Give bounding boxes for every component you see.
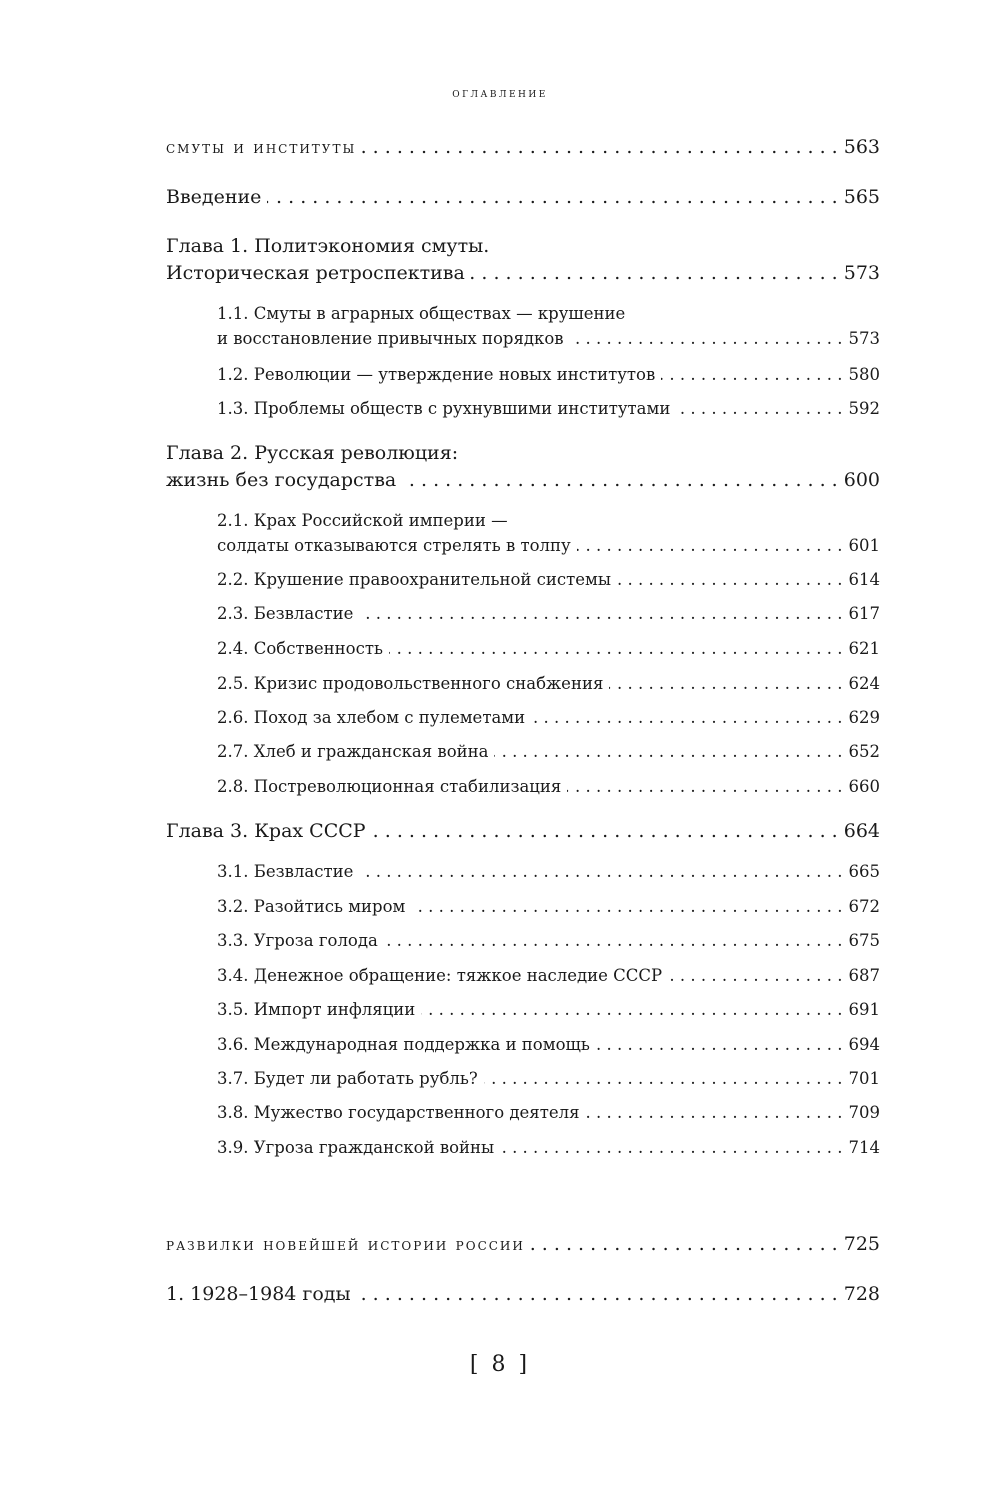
dot-leader [586, 1100, 843, 1125]
toc-section-entry[interactable] [217, 508, 880, 558]
dot-leader [531, 705, 842, 730]
toc-section-entry[interactable] [217, 963, 880, 988]
toc-entry-title: 2.7. Хлеб и гражданская война [217, 742, 489, 761]
toc-chapter-entry[interactable] [166, 440, 880, 494]
dot-leader [617, 567, 842, 592]
toc-entry-title: солдаты отказываются стрелять в толпу [217, 536, 571, 555]
dot-leader [567, 774, 842, 799]
dot-leader [661, 362, 842, 387]
dot-leader [359, 601, 842, 626]
toc-section-entry[interactable] [217, 636, 880, 661]
toc-section-entry[interactable] [217, 396, 880, 421]
dot-leader [531, 1231, 838, 1258]
toc-entry-title-line: Глава 2. Русская революция: [166, 442, 459, 464]
toc-entry-title: Введение [166, 186, 262, 208]
toc-section-entry[interactable] [217, 705, 880, 730]
toc-entry-title: 2.3. Безвластие [217, 604, 354, 623]
toc-page-number: 665 [848, 862, 880, 881]
dot-leader [676, 396, 842, 421]
toc-section-entry[interactable] [217, 1135, 880, 1160]
toc-part-entry[interactable] [166, 134, 880, 162]
dot-leader [609, 671, 842, 696]
toc-section-entry[interactable] [217, 671, 880, 696]
toc-page-number: 624 [848, 674, 880, 693]
toc-section-entry[interactable] [217, 362, 880, 387]
toc-entry-title: и восстановление привычных порядков [217, 329, 564, 348]
toc-page-number: 621 [848, 639, 880, 658]
toc-entry-title: жизнь без государства [166, 469, 397, 491]
toc-chapter-entry[interactable] [166, 818, 880, 845]
toc-entry-title: 1.3. Проблемы обществ с рухнувшими институтами [217, 399, 671, 418]
toc-page-number: 725 [843, 1233, 880, 1255]
dot-leader [570, 326, 843, 351]
toc-entry-title: 3.3. Угроза голода [217, 931, 378, 950]
dot-leader [421, 997, 842, 1022]
dot-leader [484, 1066, 843, 1091]
toc-page-number: 565 [843, 186, 880, 208]
toc-page-number: 660 [848, 777, 880, 796]
toc-page-number: 728 [843, 1283, 880, 1305]
toc-section-entry[interactable] [217, 739, 880, 764]
toc-entry-title-line: 1.1. Смуты в аграрных обществах — крушение [217, 304, 626, 323]
toc-page-number: 629 [848, 708, 880, 727]
toc-entry-title: Глава 3. Крах СССР [166, 820, 366, 842]
toc-entry-title: 2.8. Постреволюционная стабилизация [217, 777, 562, 796]
toc-section-entry[interactable] [217, 601, 880, 626]
toc-page-number: 573 [843, 262, 880, 284]
toc-section-entry[interactable] [217, 567, 880, 592]
toc-part-entry[interactable] [166, 1231, 880, 1259]
toc-page-number: 600 [843, 469, 880, 491]
toc-entry-title: 3.7. Будет ли работать рубль? [217, 1069, 478, 1088]
toc-entry-title: 3.8. Мужество государственного деятеля [217, 1103, 580, 1122]
toc-section-entry[interactable] [217, 1066, 880, 1091]
toc-section-entry[interactable] [217, 301, 880, 351]
dot-leader [494, 739, 842, 764]
dot-leader [500, 1135, 842, 1160]
page-folio: [ 8 ] [469, 1352, 531, 1377]
toc-entry-title: 2.2. Крушение правоохранительной системы [217, 570, 612, 589]
toc-entry-title-line: 2.1. Крах Российской империи — [217, 511, 508, 530]
toc-page-number: 664 [843, 820, 880, 842]
dot-leader [471, 260, 838, 287]
dot-leader [596, 1032, 843, 1057]
toc-page-number: 573 [848, 329, 880, 348]
toc-section-entry[interactable] [217, 997, 880, 1022]
toc-entry-title: 1. 1928–1984 годы [166, 1283, 351, 1305]
toc-page-number: 691 [848, 1000, 880, 1019]
dot-leader [267, 184, 837, 211]
page-header: оглавление [452, 86, 548, 101]
toc-section-entry[interactable] [217, 1100, 880, 1125]
dot-leader [402, 467, 838, 494]
toc-page-number: 687 [848, 966, 880, 985]
dot-leader [384, 928, 843, 953]
toc-section-entry[interactable] [217, 894, 880, 919]
toc-section-entry[interactable] [217, 859, 880, 884]
toc-page-number: 563 [843, 136, 880, 158]
toc-section-entry[interactable] [217, 1032, 880, 1057]
toc-chapter-entry[interactable] [166, 233, 880, 287]
toc-entry-title: 3.4. Денежное обращение: тяжкое наследие СССР [217, 966, 663, 985]
toc-entry-title: 2.6. Поход за хлебом с пулеметами [217, 708, 526, 727]
toc-page-number: 672 [848, 897, 880, 916]
toc-page-number: 675 [848, 931, 880, 950]
toc-page-number: 652 [848, 742, 880, 761]
toc-entry-title: Историческая ретроспектива [166, 262, 465, 284]
toc-entry-title: развилки новейшей истории россии [166, 1235, 525, 1255]
toc-entry-title: 3.1. Безвластие [217, 862, 354, 881]
dot-leader [357, 1281, 838, 1308]
toc-page-number: 709 [848, 1103, 880, 1122]
toc-page-number: 580 [848, 365, 880, 384]
toc-section-entry[interactable] [217, 928, 880, 953]
toc-entry[interactable] [166, 1281, 880, 1308]
toc-page-number: 714 [848, 1138, 880, 1157]
toc-page-number: 617 [848, 604, 880, 623]
dot-leader [668, 963, 842, 988]
toc-entry[interactable] [166, 184, 880, 211]
toc-page-number: 701 [848, 1069, 880, 1088]
dot-leader [577, 533, 843, 558]
toc-page-number: 601 [848, 536, 880, 555]
toc-entry-title: 3.6. Международная поддержка и помощь [217, 1035, 590, 1054]
toc-entry-title: 3.2. Разойтись миром [217, 897, 406, 916]
dot-leader [362, 134, 837, 161]
toc-section-entry[interactable] [217, 774, 880, 799]
toc-entry-title: 2.4. Собственность [217, 639, 383, 658]
toc-entry-title-line: Глава 1. Политэкономия смуты. [166, 235, 490, 257]
dot-leader [359, 859, 842, 884]
toc-entry-title: 1.2. Революции — утверждение новых институтов [217, 365, 656, 384]
dot-leader [411, 894, 842, 919]
toc-entry-title: 3.9. Угроза гражданской войны [217, 1138, 495, 1157]
toc-entry-title: 3.5. Импорт инфляции [217, 1000, 416, 1019]
dot-leader [372, 818, 838, 845]
dot-leader [389, 636, 843, 661]
toc-entry-title: 2.5. Кризис продовольственного снабжения [217, 674, 604, 693]
toc-entry-title: смуты и институты [166, 138, 357, 158]
toc-page-number: 614 [848, 570, 880, 589]
toc-page-number: 694 [848, 1035, 880, 1054]
toc-page-number: 592 [848, 399, 880, 418]
